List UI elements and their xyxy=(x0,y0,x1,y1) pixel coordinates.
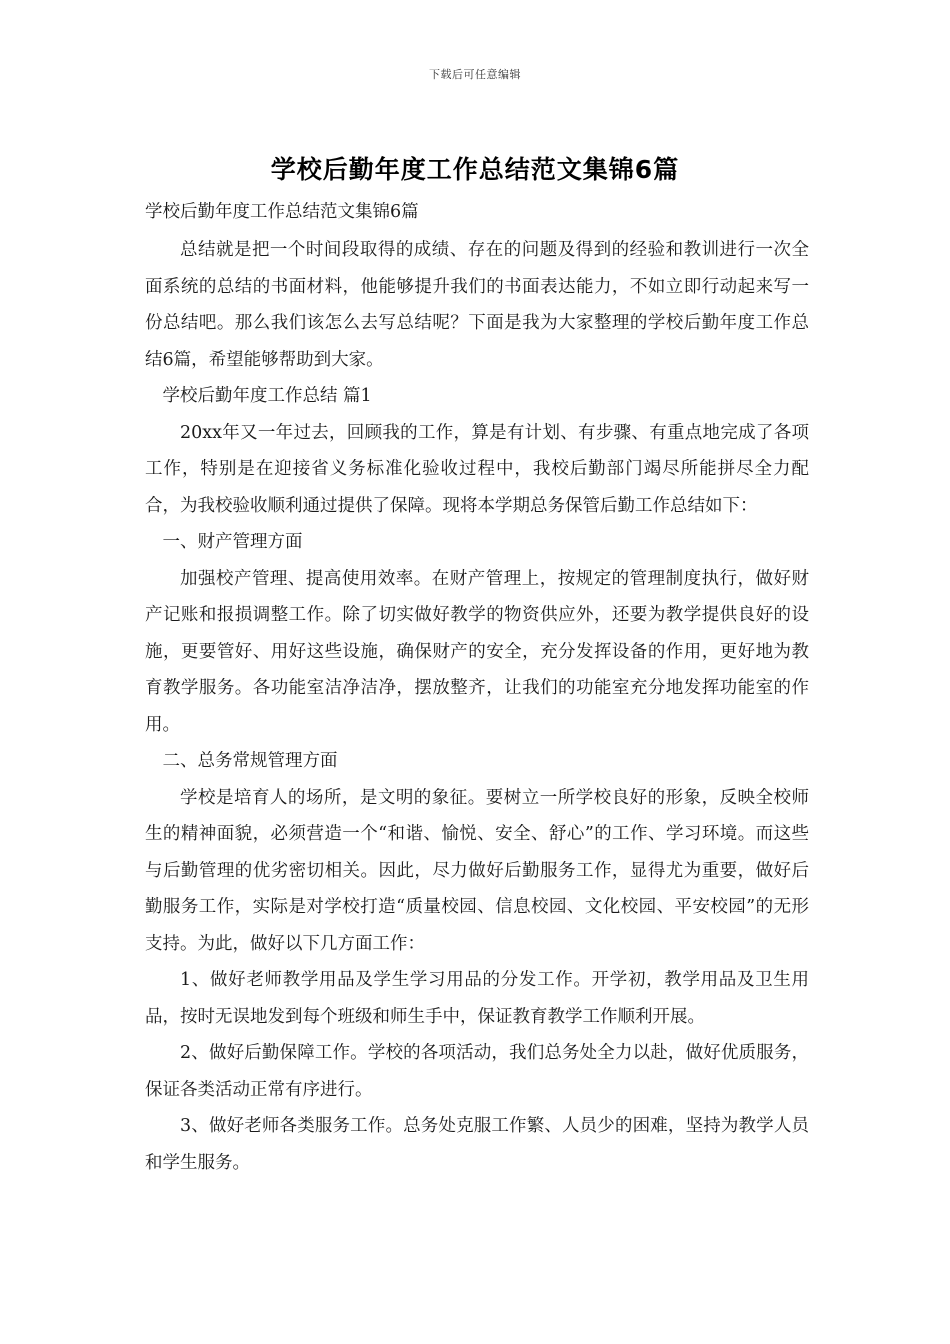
section-heading-property: 一、财产管理方面 xyxy=(162,532,303,552)
list-item-logistics: 2、做好后勤保障工作。学校的各项活动，我们总务处全力以赴，做好优质服务，保证各类活动正常有序进行。 xyxy=(145,1043,809,1100)
paragraph-property: 加强校产管理、提高使用效率。在财产管理上，按规定的管理制度执行，做好财产记账和报损调整工作。除了切实做好教学的物资供应外，还要为教学提供良好的设施，更要管好、用好这些设施，确保财产的安全，充分发挥设备的作用，更好地为教育教学服务。各功能室洁净洁净，摆放整齐，让我们的功能室充分地发挥功能室的作用。 xyxy=(145,568,809,735)
paragraph-routine: 学校是培育人的场所，是文明的象征。要树立一所学校良好的形象，反映全校师生的精神面貌，必须营造一个“和谐、愉悦、安全、舒心”的工作、学习环境。而这些与后勤管理的优劣密切相关。因此，尽力做好后勤服务工作，显得尤为重要，做好后勤服务工作，实际是对学校打造“质量校园、信息校园、文化校园、平安校园”的无形支持。为此，做好以下几方面工作： xyxy=(145,787,809,954)
header-note: 下载后可任意编辑 xyxy=(429,68,521,81)
list-item-services: 3、做好老师各类服务工作。总务处克服工作繁、人员少的困难，坚持为教学人员和学生服务。 xyxy=(145,1116,809,1173)
section-heading-routine: 二、总务常规管理方面 xyxy=(162,751,338,771)
document-body xyxy=(145,197,809,1181)
document-title: 学校后勤年度工作总结范文集锦6篇 xyxy=(270,155,680,184)
list-item-supplies: 1、做好老师教学用品及学生学习用品的分发工作。开学初，教学用品及卫生用品，按时无误地发到每个班级和师生手中，保证教育教学工作顺利开展。 xyxy=(145,970,809,1027)
section-heading-part1: 学校后勤年度工作总结 篇1 xyxy=(162,386,372,406)
paragraph-intro: 总结就是把一个时间段取得的成绩、存在的问题及得到的经验和教训进行一次全面系统的总结的书面材料，他能够提升我们的书面表达能力，不如立即行动起来写一份总结吧。那么我们该怎么去写总结呢？下面是我为大家整理的学校后勤年度工作总结6篇，希望能够帮助到大家。 xyxy=(145,240,809,370)
document-subtitle: 学校后勤年度工作总结范文集锦6篇 xyxy=(145,202,419,222)
paragraph-overview: 20xx年又一年过去，回顾我的工作，算是有计划、有步骤、有重点地完成了各项工作，特别是在迎接省义务标准化验收过程中，我校后勤部门竭尽所能拼尽全力配合，为我校验收顺利通过提供了保障。现将本学期总务保管后勤工作总结如下： xyxy=(145,422,809,516)
